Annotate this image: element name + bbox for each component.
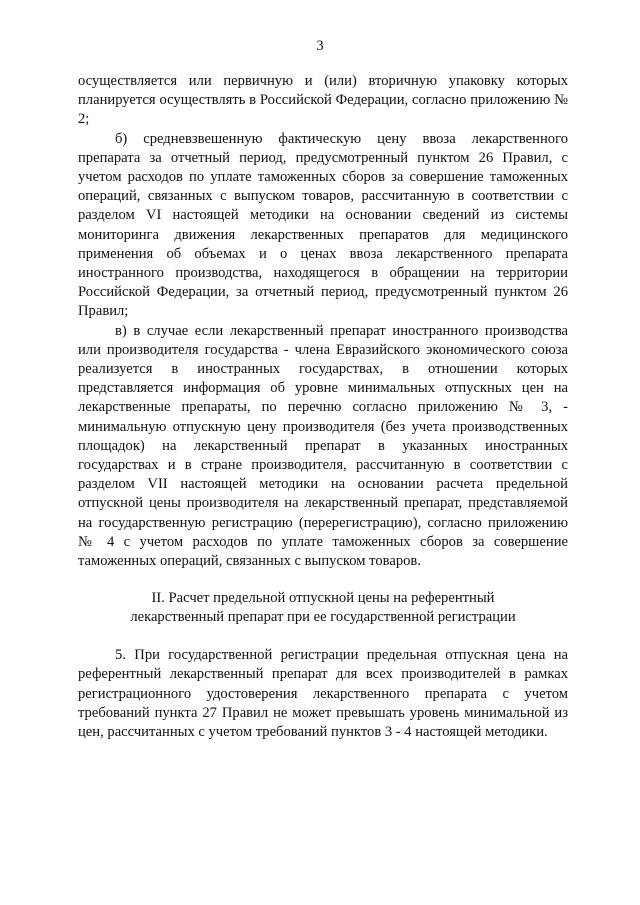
paragraph-continuation: осуществляется или первичную и (или) вторичную упаковку которых планируется осуществлять в Российской Федерации, согласно приложению № 2; — [78, 73, 568, 128]
paragraph-item-v: в) в случае если лекарственный препарат иностранного производства или производителя государства - члена Евразийского экономического союза реализуется в иностранных государствах, в отношении которых представляется информация об уровне минимальных отпускных цен на лекарственные препараты, по перечню согласно приложению № 3, - минимальную отпускную цену производителя (без учета производственных площадок) на лекарственный препарат в указанных иностранных государствах и в стране производителя, рассчитанную в соответствии с разделом VII настоящей методики на основании расчета предельной отпускной цены производителя на лекарственный препарат, представляемой на государственную регистрацию (перерегистрацию), согласно приложению № 4 с учетом расходов по уплате таможенных сборов за совершение таможенных операций, связанных с выпуском товаров. — [78, 322, 568, 570]
paragraph-5: 5. При государственной регистрации предельная отпускная цена на референтный лекарственный препарат для всех производителей в рамках регистрационного удостоверения лекарственного препарата с учетом требований пункта 27 Правил не может превышать уровень минимальной из цен, рассчитанных с учетом требований пунктов 3 - 4 настоящей методики. — [78, 647, 568, 741]
page-number: 3 — [316, 38, 324, 54]
section-heading-line-2: лекарственный препарат при ее государственной регистрации — [130, 609, 516, 626]
spacer — [78, 571, 568, 589]
section-heading — [78, 589, 568, 627]
spacer — [78, 627, 568, 646]
document-body — [78, 72, 568, 742]
paragraph-item-b: б) средневзвешенную фактическую цену ввоза лекарственного препарата за отчетный период, предусмотренный пунктом 26 Правил, с учетом расходов по уплате таможенных сборов за совершение таможенных операций, связанных с выпуском товаров, рассчитанную в соответствии с разделом VI настоящей методики на основании сведений из системы мониторинга движения лекарственных препаратов для медицинского применения об объемах и о ценах ввоза лекарственного препарата иностранного производства, находящегося в обращении на территории Российской Федерации, за отчетный период, предусмотренный пунктом 26 Правил; — [78, 130, 568, 320]
section-heading-line-1: II. Расчет предельной отпускной цены на референтный — [151, 590, 495, 607]
